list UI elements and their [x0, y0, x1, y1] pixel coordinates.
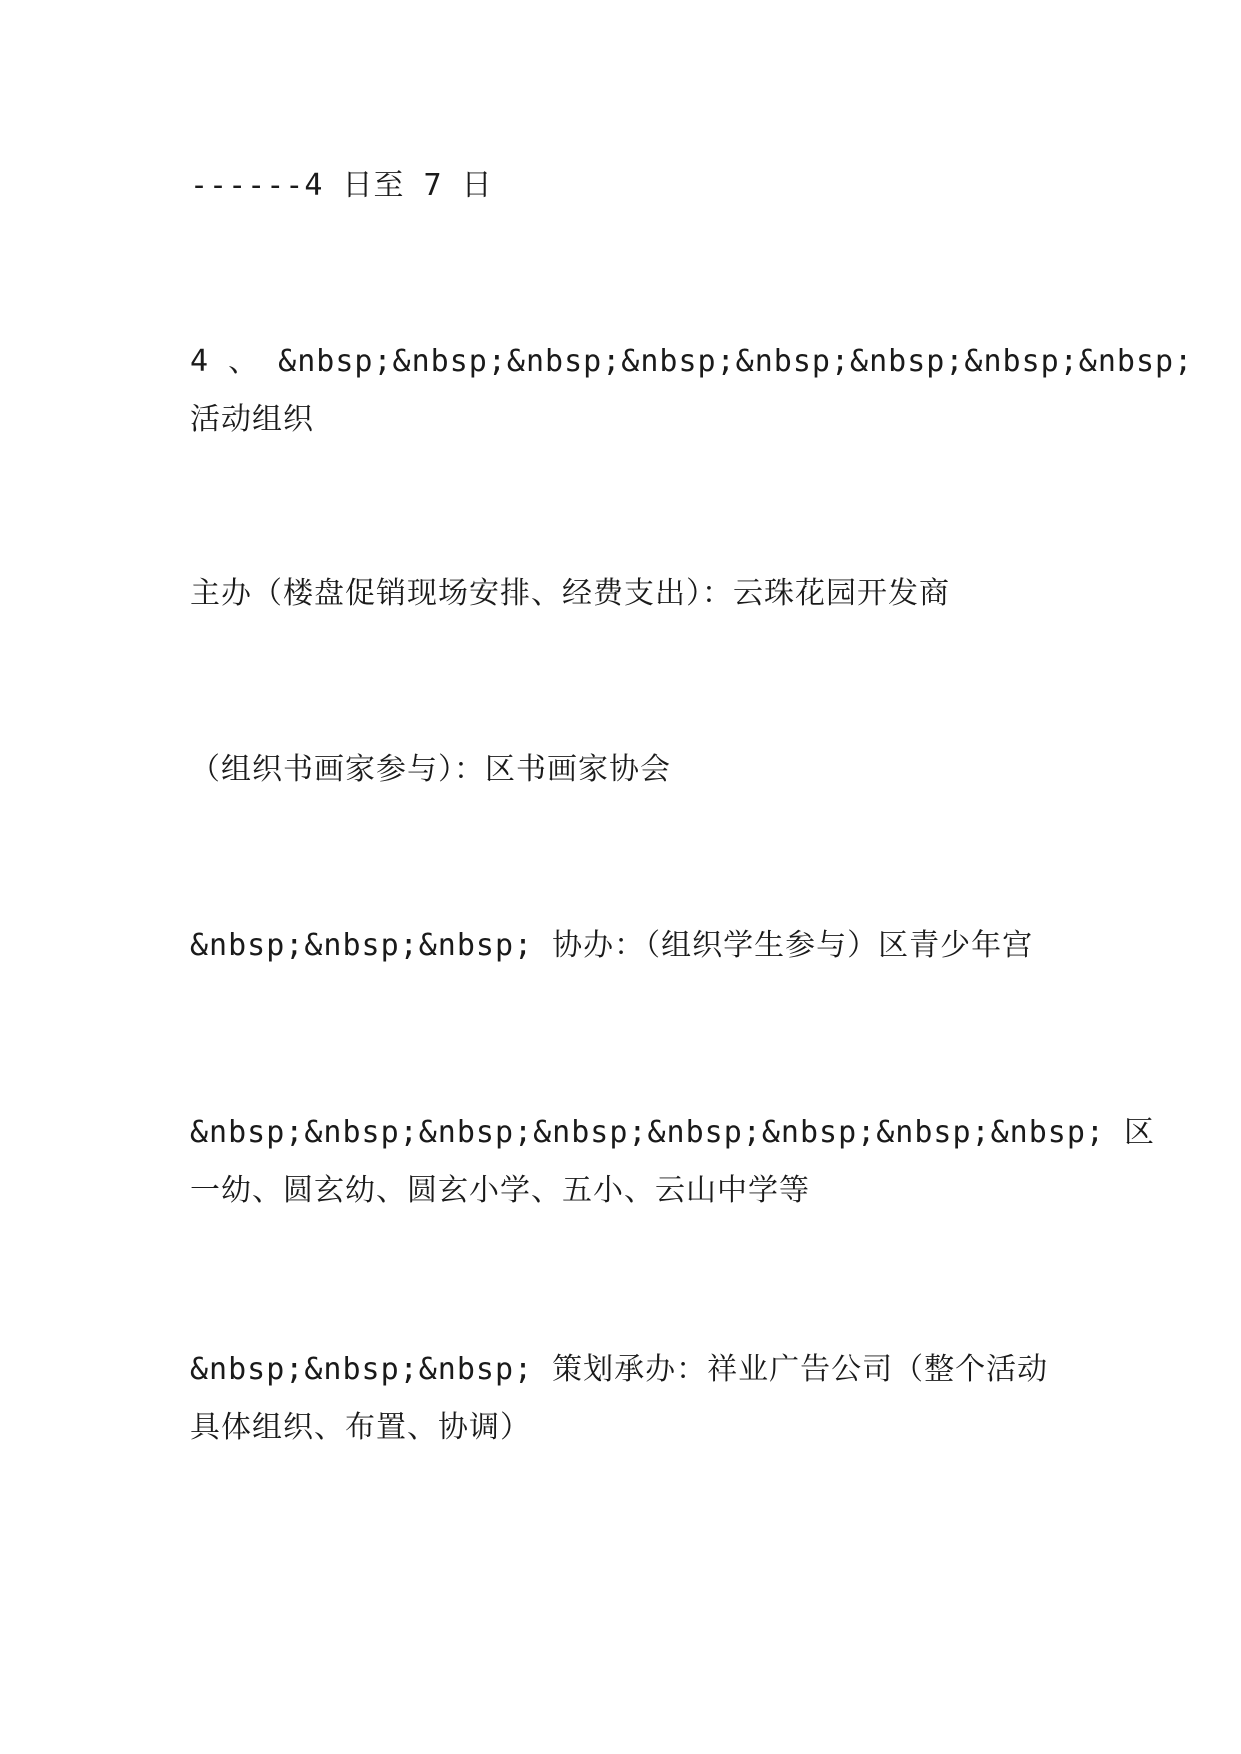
- schools-paragraph: [190, 1104, 1156, 1220]
- calligraphy-association-line: （组织书画家参与）：区书画家协会: [190, 752, 671, 787]
- section-heading-activity-organization: [190, 333, 1194, 449]
- planner-line-b: 具体组织、布置、协调）: [190, 1410, 531, 1445]
- planner-paragraph: [190, 1341, 1070, 1457]
- co-organizer-line: &nbsp;&nbsp;&nbsp; 协办：（组织学生参与）区青少年宫: [190, 928, 1034, 963]
- date-range-line: ------4 日至 7 日: [190, 168, 493, 203]
- planner-line-a: &nbsp;&nbsp;&nbsp; 策划承办：祥业广告公司（整个活动: [190, 1352, 1049, 1387]
- host-line: 主办（楼盘促销现场安排、经费支出）：云珠花园开发商: [190, 576, 950, 611]
- section-heading-number: 4 、 &nbsp;&nbsp;&nbsp;&nbsp;&nbsp;&nbsp;&nbsp;&nbsp;: [190, 344, 1194, 379]
- schools-line-a: &nbsp;&nbsp;&nbsp;&nbsp;&nbsp;&nbsp;&nbsp;&nbsp; 区: [190, 1115, 1156, 1150]
- schools-line-b: 一幼、圆玄幼、圆玄小学、五小、云山中学等: [190, 1173, 810, 1208]
- section-heading-title: 活动组织: [190, 402, 314, 437]
